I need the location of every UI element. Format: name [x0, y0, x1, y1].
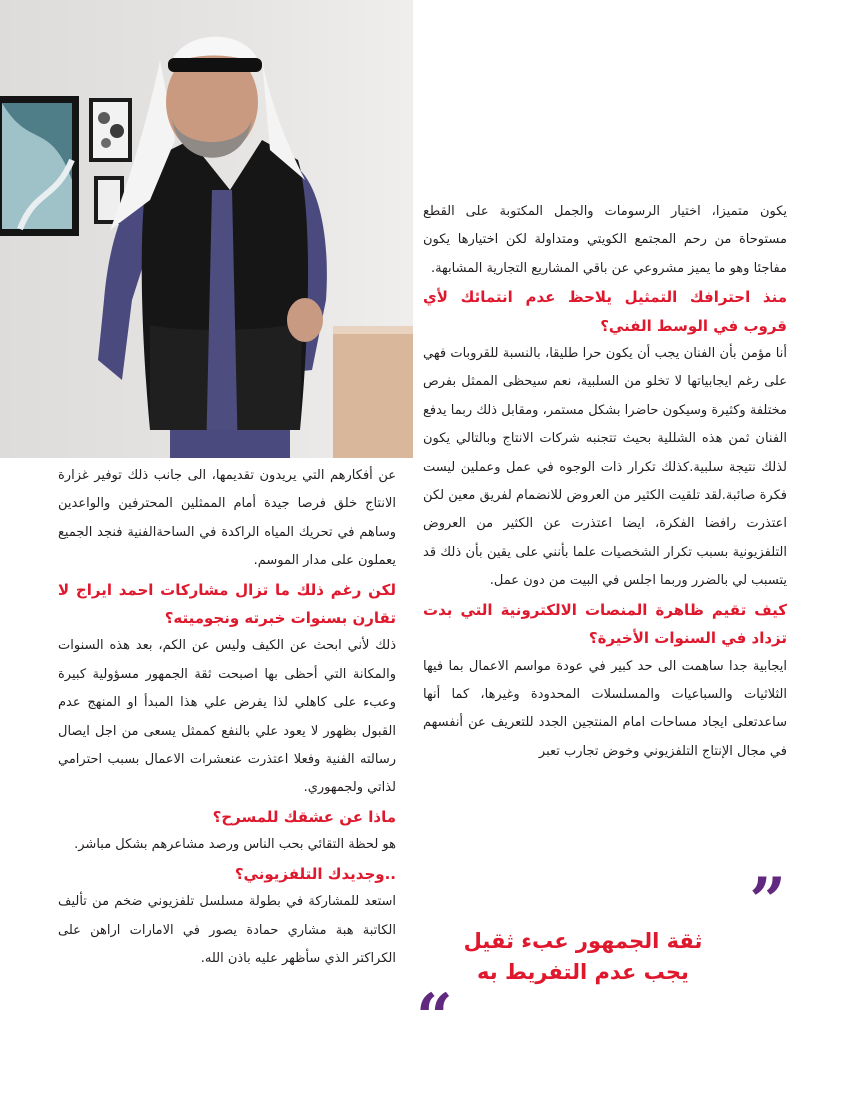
answer-paragraph: هو لحظة التقائي بحب الناس ورصد مشاعرهم بشكل مباشر. [74, 837, 396, 853]
portrait-photo [0, 0, 413, 458]
question-heading: ..وجديدك التلفزيوني؟ [234, 864, 396, 883]
question-heading: لكن رغم ذلك ما تزال مشاركات احمد ايراج لا تقارن بسنوات خبرته ونجوميته؟ [58, 580, 396, 628]
question-heading: منذ احترافك التمثيل يلاحظ عدم انتمائك لأي قروب في الوسط الفني؟ [423, 288, 787, 335]
open-quote-icon: ” [749, 864, 786, 939]
answer-paragraph: ذلك لأني ابحث عن الكيف وليس عن الكم، بعد هذه السنوات والمكانة التي أحظى بها اصبحت ثقة الجمهور مسؤولية كبيرة وعبء على كاهلي لذا يفرض علي هذا المبدأ او المنهج عدم القبول بظهور لا يعود علي بالنفع كممثل يسعى من اجل ايصال رسالته الفنية وفعلا اعتذرت عنعشرات الاعمال بسبب احترامي لذاتي ولجمهوري. [58, 638, 396, 796]
question-heading: ماذا عن عشقك للمسرح؟ [212, 807, 396, 826]
paragraph-intro: يكون متميزا، اختيار الرسومات والجمل المكتوبة على القطع مستوحاة من رحم المجتمع الكويتي ومتداولة لكن اختيارها يكون مفاجئا وهو ما يميز مشروعي عن باقي المشاريع التجارية المشابهة. [423, 204, 787, 276]
right-text-column [423, 198, 787, 766]
close-quote-icon: “ [416, 980, 453, 1055]
paragraph-continued: عن أفكارهم التي يريدون تقديمها، الى جانب ذلك توفير غزارة الانتاج خلق فرصا جيدة أمام الممثلين المحترفين والواعدين وساهم في تحريك المياه الراكدة في الساحةالفنية فنجد الجميع يعملون على مدار الموسم. [58, 468, 396, 569]
portrait-illustration [0, 0, 413, 458]
question-heading: كيف تقيم ظاهرة المنصات الالكترونية التي بدت تزداد في السنوات الأخيرة؟ [423, 600, 787, 648]
answer-paragraph: ايجابية جدا ساهمت الى حد كبير في عودة مواسم الاعمال بما فيها الثلاثيات والسباعيات والمسلسلات المحدودة وغيرها، كما أنها ساعدتعلى ايجاد مساحات امام المنتجين الجدد للتعريف عن أنفسهم في مجال الإنتاج التلفزيوني وخوض تجارب تعبر [423, 658, 787, 759]
pull-quote-line: ثقة الجمهور عبء ثقيل [463, 929, 703, 953]
pull-quote [438, 926, 728, 988]
pull-quote-block [416, 864, 786, 1055]
answer-paragraph: أنا مؤمن بأن الفنان يجب أن يكون حرا طليقا، بالنسبة للقروبات فهي على رغم ايجابياتها لا تخلو من السلبية، نعم سيحظى الممثل بفرص مختلفة وكثيرة وسيكون حاضرا بشكل مستمر، ومقابل ذلك ربما يدفع الفنان ثمن هذه الشللية بحيث تتجنبه شركات الانتاج وبالتالي يكون لذلك نتيجة سلبية.كذلك تكرار ذات الوجوه في عمل وعملين ليست فكرة صائبة.لقد تلقيت الكثير من العروض للانضمام لفريق معين لكن اعتذرت رافضا الفكرة، ايضا اعتذرت عن الكثير من العروض التلفزيونية بسبب تكرار الشخصيات علما بأنني على يقين بأن ذلك قد يتسبب لي بالضرر وربما اجلس في البيت من دون عمل. [423, 346, 787, 589]
left-text-column [58, 462, 396, 973]
pull-quote-line: يجب عدم التفريط به [477, 960, 689, 984]
answer-paragraph: استعد للمشاركة في بطولة مسلسل تلفزيوني ضخم من تأليف الكاتبة هبة مشاري حمادة يصور في الامارات اراهن على الكراكتر الذي سأظهر عليه باذن الله. [58, 894, 396, 966]
